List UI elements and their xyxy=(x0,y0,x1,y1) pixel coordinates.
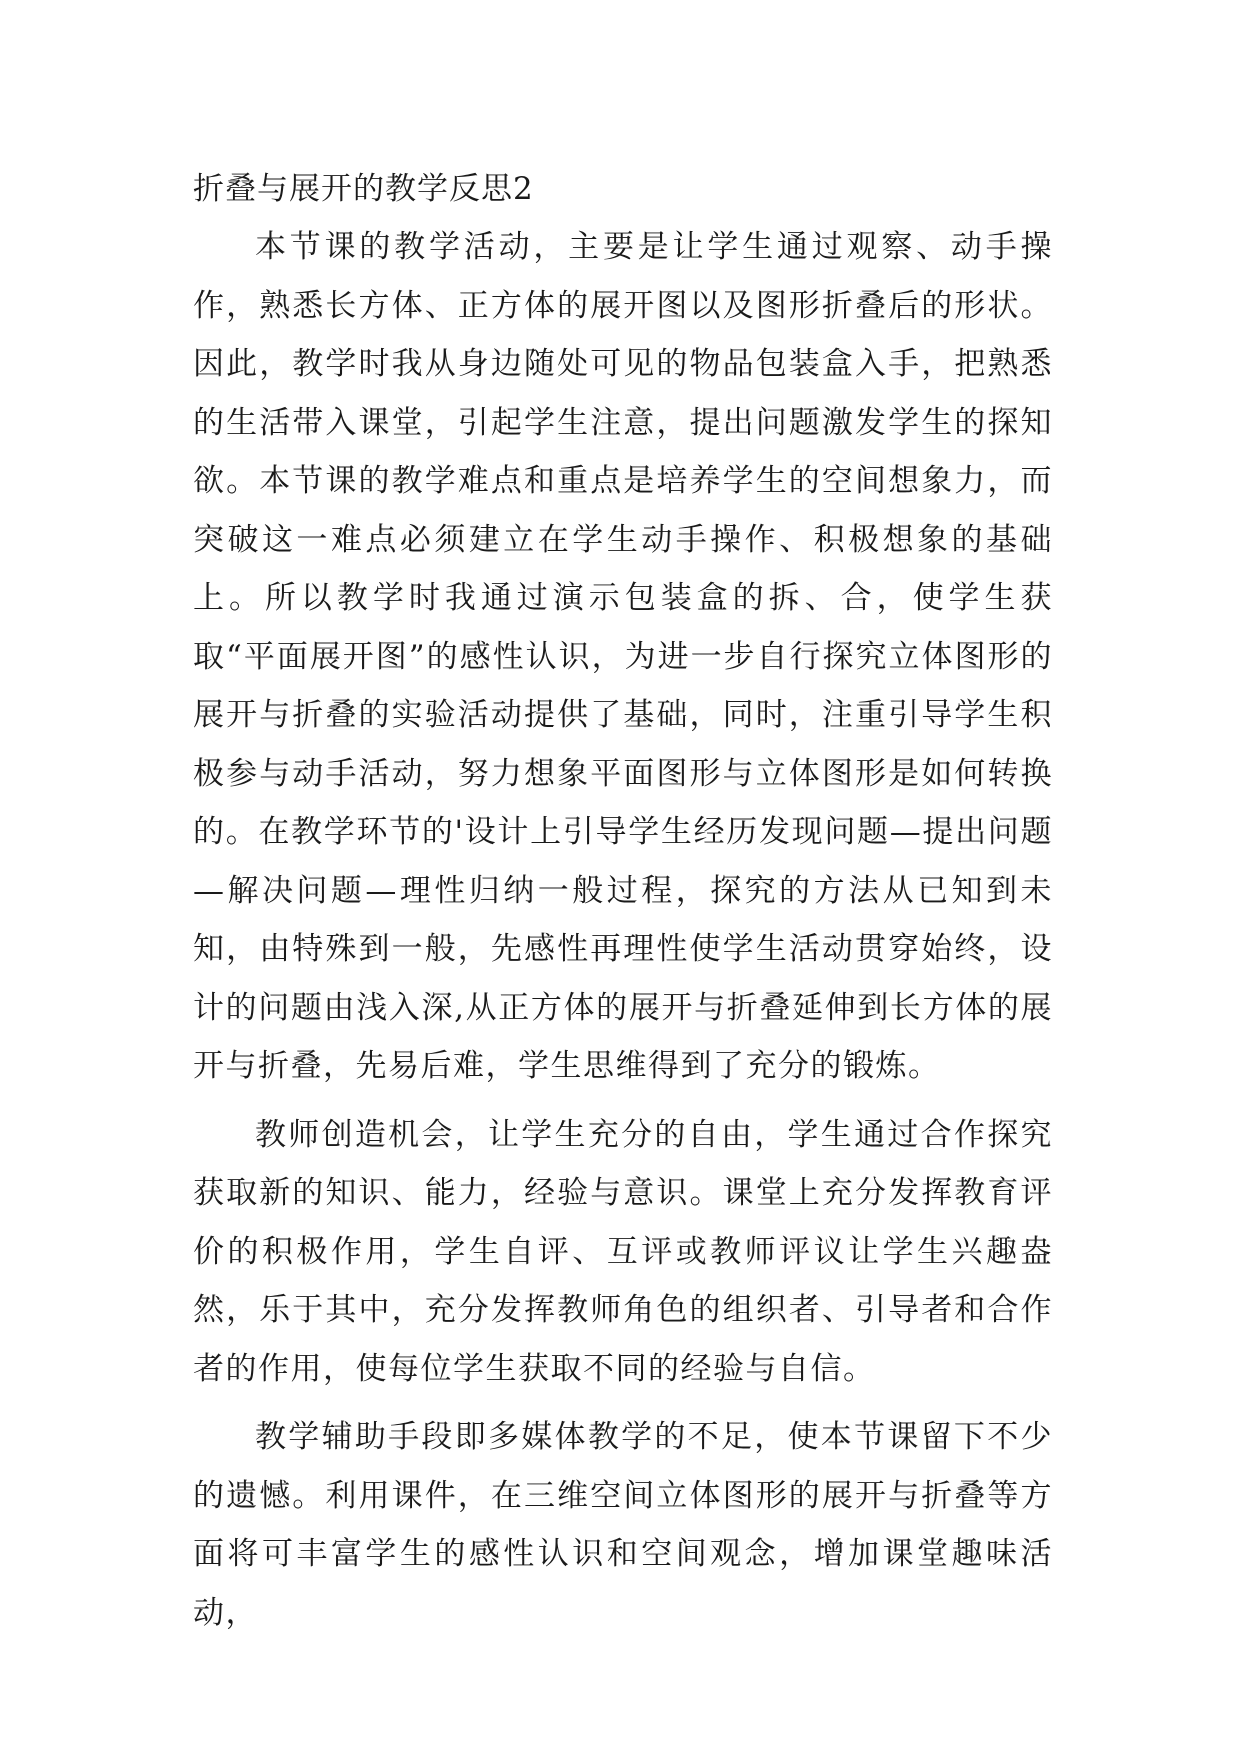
paragraph-2: 教师创造机会，让学生充分的自由，学生通过合作探究获取新的知识、能力，经验与意识。课堂上充分发挥教育评价的积极作用，学生自评、互评或教师评议让学生兴趣盎然，乐于其中，充分发挥教师角色的组织者、引导者和合作者的作用，使每位学生获取不同的经验与自信。 xyxy=(193,1116,1053,1387)
paragraph-1: 本节课的教学活动，主要是让学生通过观察、动手操作，熟悉长方体、正方体的展开图以及图形折叠后的形状。因此，教学时我从身边随处可见的物品包装盒入手，把熟悉的生活带入课堂，引起学生注意，提出问题激发学生的探知欲。本节课的教学难点和重点是培养学生的空间想象力，而突破这一难点必须建立在学生动手操作、积极想象的基础上。所以教学时我通过演示包装盒的拆、合，使学生获取“平面展开图”的感性认识，为进一步自行探究立体图形的展开与折叠的实验活动提供了基础，同时，注重引导学生积极参与动手活动，努力想象平面图形与立体图形是如何转换的。在教学环节的'设计上引导学生经历发现问题—提出问题—解决问题—理性归纳一般过程，探究的方法从已知到未知，由特殊到一般，先感性再理性使学生活动贯穿始终，设计的问题由浅入深,从正方体的展开与折叠延伸到长方体的展开与折叠，先易后难，学生思维得到了充分的锻炼。 xyxy=(193,229,1053,1084)
document-body xyxy=(193,160,1053,1652)
paragraph-3: 教学辅助手段即多媒体教学的不足，使本节课留下不少的遗憾。利用课件，在三维空间立体图形的展开与折叠等方面将可丰富学生的感性认识和空间观念，增加课堂趣味活动， xyxy=(193,1419,1053,1631)
document-title: 折叠与展开的教学反思2 xyxy=(193,171,534,207)
